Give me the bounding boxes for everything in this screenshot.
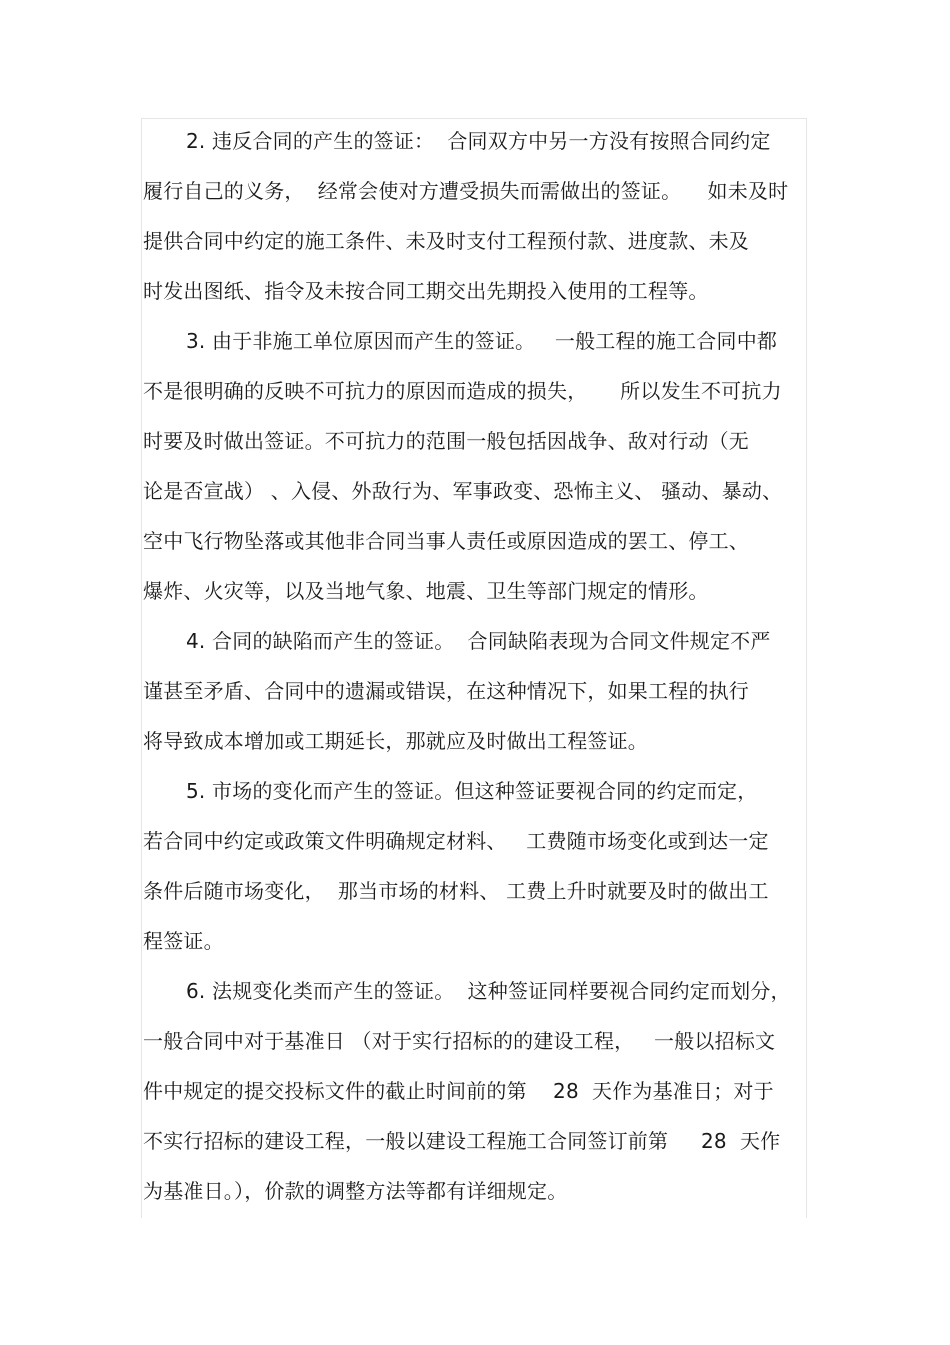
paragraph-4-line-1: 4. 合同的缺陷而产生的签证。 合同缺陷表现为合同文件规定不严 xyxy=(186,629,771,653)
paragraph-2-line-2: 履行自己的义务， 经常会使对方遭受损失而需做出的签证。 如未及时 xyxy=(143,179,789,203)
paragraph-3-line-5: 空中飞行物坠落或其他非合同当事人责任或原因造成的罢工、停工、 xyxy=(143,529,749,553)
paragraph-3-line-6: 爆炸、火灾等，以及当地气象、地震、卫生等部门规定的情形。 xyxy=(143,579,709,603)
paragraph-5-line-2: 若合同中约定或政策文件明确规定材料、 工费随市场变化或到达一定 xyxy=(143,829,769,853)
paragraph-3-line-1: 3. 由于非施工单位原因而产生的签证。 一般工程的施工合同中都 xyxy=(186,329,778,353)
paragraph-3-line-4: 论是否宣战） 、入侵、外敌行为、军事政变、恐怖主义、 骚动、暴动、 xyxy=(143,479,783,503)
paragraph-4-line-3: 将导致成本增加或工期延长，那就应及时做出工程签证。 xyxy=(143,729,648,753)
paragraph-3-line-2: 不是很明确的反映不可抗力的原因而造成的损失， 所以发生不可抗力 xyxy=(143,379,782,403)
paragraph-6-line-3: 件中规定的提交投标文件的截止时间前的第 28 天作为基准日；对于 xyxy=(143,1079,774,1103)
paragraph-5-line-3: 条件后随市场变化， 那当市场的材料、 工费上升时就要及时的做出工 xyxy=(143,879,769,903)
paragraph-3-line-3: 时要及时做出签证。不可抗力的范围一般包括因战争、敌对行动（无 xyxy=(143,429,749,453)
paragraph-4-line-2: 谨甚至矛盾、合同中的遗漏或错误，在这种情况下，如果工程的执行 xyxy=(143,679,749,703)
paragraph-2-line-3: 提供合同中约定的施工条件、未及时支付工程预付款、进度款、未及 xyxy=(143,229,749,253)
paragraph-6-line-4: 不实行招标的建设工程，一般以建设工程施工合同签订前第 28 天作 xyxy=(143,1129,781,1153)
paragraph-2-line-4: 时发出图纸、指令及未按合同工期交出先期投入使用的工程等。 xyxy=(143,279,709,303)
paragraph-2-line-1: 2. 违反合同的产生的签证： 合同双方中另一方没有按照合同约定 xyxy=(186,129,771,153)
paragraph-5-line-1: 5. 市场的变化而产生的签证。但这种签证要视合同的约定而定， xyxy=(186,779,758,803)
paragraph-6-line-1: 6. 法规变化类而产生的签证。 这种签证同样要视合同约定而划分， xyxy=(186,979,791,1003)
paragraph-6-line-2: 一般合同中对于基准日 （对于实行招标的的建设工程， 一般以招标文 xyxy=(143,1029,776,1053)
paragraph-5-line-4: 程签证。 xyxy=(143,929,224,953)
paragraph-6-line-5: 为基准日。），价款的调整方法等都有详细规定。 xyxy=(143,1179,568,1203)
